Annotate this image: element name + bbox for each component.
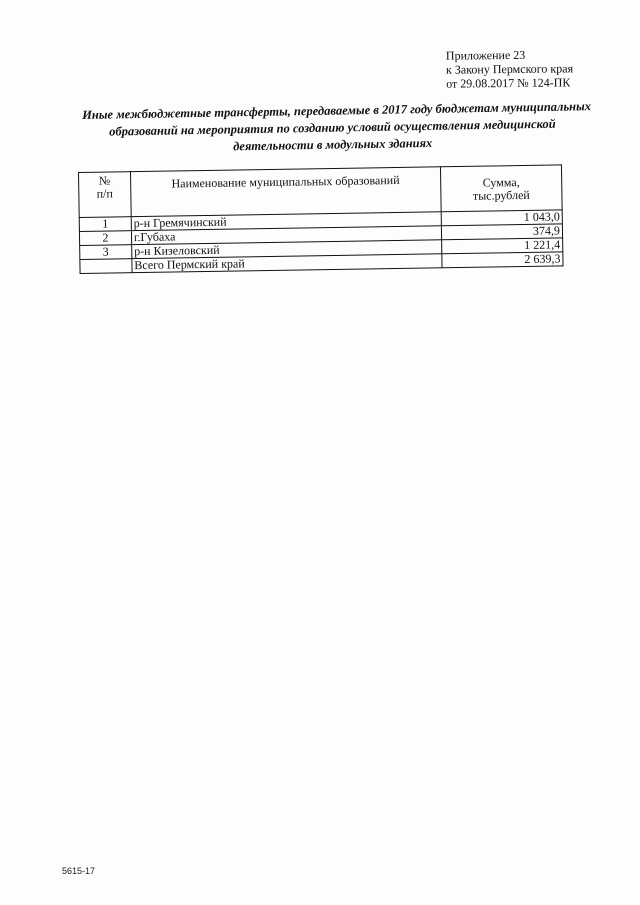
row-number: 1 <box>79 217 131 232</box>
row-sum: 374,9 <box>441 224 562 240</box>
total-sum: 2 639,3 <box>442 252 563 268</box>
document-title <box>82 98 592 158</box>
header-number-line-2: п/п <box>96 186 113 201</box>
header-sum-line-1: Сумма, <box>482 175 520 190</box>
row-sum: 1 043,0 <box>441 210 562 226</box>
appendix-line-3: от 29.08.2017 № 124-ПК <box>446 75 571 91</box>
row-number: 3 <box>80 245 132 260</box>
appendix-line-1: Приложение 23 <box>445 47 526 63</box>
header-name: Наименование муниципальных образований <box>130 167 441 217</box>
header-number-line-1: № <box>98 173 111 188</box>
row-sum: 1 221,4 <box>441 238 562 254</box>
total-label: Всего Пермский край <box>132 254 442 273</box>
header-sum-line-2: тыс.рублей <box>472 187 530 203</box>
row-municipality: г.Губаха <box>131 226 441 245</box>
title-line-1: Иные межбюджетные трансферты, передаваемые в 2017 году бюджетам муниципальных <box>82 99 592 122</box>
title-line-2: образований на мероприятия по созданию условий осуществления медицинской <box>109 116 556 139</box>
header-number <box>79 172 132 218</box>
row-number: 2 <box>79 231 131 246</box>
header-sum <box>440 165 562 212</box>
total-number <box>80 259 132 274</box>
transfers-table-wrapper <box>78 164 564 274</box>
appendix-line-2: к Закону Пермского края <box>445 61 574 77</box>
row-municipality: р-н Гремячинский <box>131 212 441 231</box>
table-header-row <box>79 165 563 218</box>
appendix-reference <box>446 47 573 90</box>
row-municipality: р-н Кизеловский <box>132 240 442 259</box>
document-code: 5615-17 <box>62 866 96 876</box>
transfers-table <box>78 164 564 274</box>
title-line-3: деятельности в модульных зданиях <box>233 135 433 154</box>
